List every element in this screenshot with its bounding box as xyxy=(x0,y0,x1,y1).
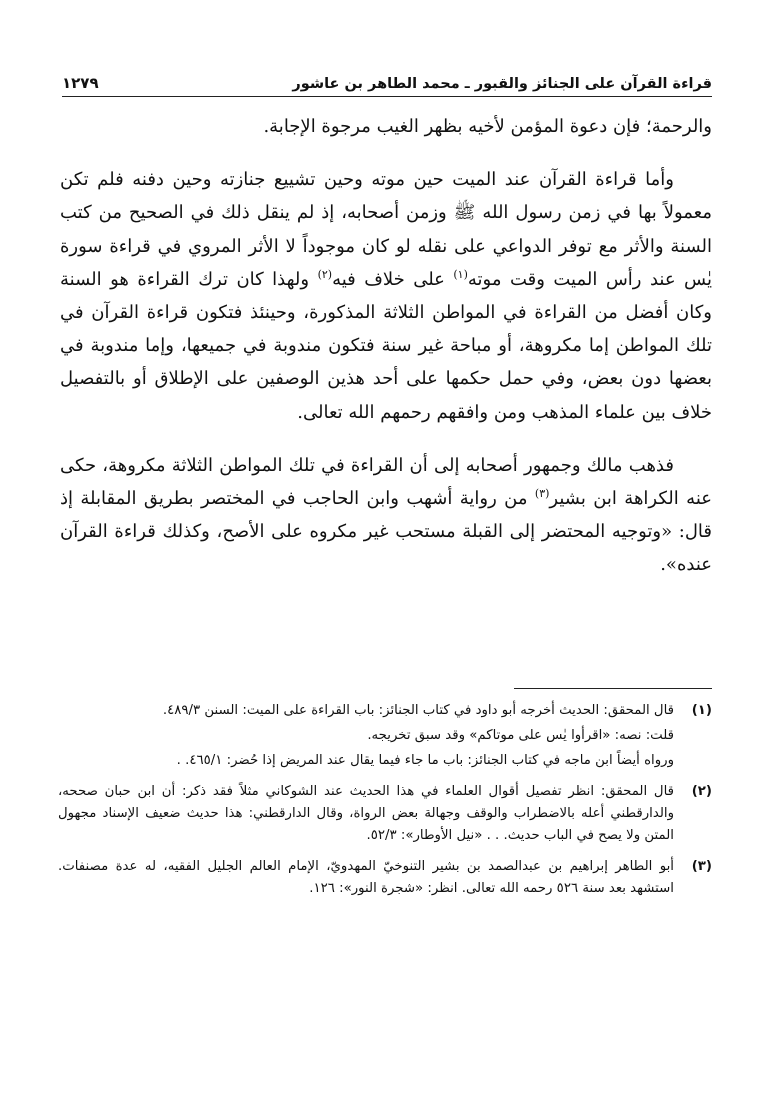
footnote-line: قلت: نصه: «اقرأوا يٰس على موتاكم» وقد سبق تخريجه. xyxy=(367,728,674,743)
paragraph-3-part-b: من رواية أشهب وابن الحاجب في المختصر بطريق المقابلة إذ قال: «وتوجيه المحتضر إلى القبلة مستحب غير مكروه على الأصح، وكذلك قراءة القرآن عنده». xyxy=(60,488,712,576)
footnote-body xyxy=(58,781,674,850)
paragraph-2 xyxy=(60,163,712,429)
footnote-line: قال المحقق: انظر تفصيل أقوال العلماء في هذا الحديث عند الشوكاني مثلاً فقد ذكر: أن ابن حبان صححه، والدارقطني أعله بالاضطراب والوقف وجهالة بعض الرواة، وقال الدارقطني: هذا حديث ضعيف الإسناد مجهول المتن ولا يصح في الباب حديث. . . «نيل الأوطار»: ٥٢/٣. xyxy=(58,784,674,843)
footnote-body xyxy=(58,856,674,903)
footnote-ref-3[interactable]: (٣) xyxy=(534,487,550,501)
paragraph-3-part-a: فذهب مالك وجمهور أصحابه إلى أن القراءة في تلك المواطن الثلاثة مكروهة، حكى عنه الكراهة ابن بشير xyxy=(60,454,712,510)
footnotes xyxy=(58,700,712,909)
footnote-line: ورواه أيضاً ابن ماجه في كتاب الجنائز: باب ما جاء فيما يقال عند المريض إذا حُضر: ٤٦٥/١. . xyxy=(176,753,674,768)
footnote-number: (٣) xyxy=(691,859,712,874)
footnote-ref-2[interactable]: (٢) xyxy=(317,267,333,281)
footnote-body xyxy=(58,700,674,775)
footnote-number: (٢) xyxy=(691,784,712,799)
footnote-3 xyxy=(58,856,712,903)
footnote-line: قال المحقق: الحديث أخرجه أبو داود في كتاب الجنائز: باب القراءة على الميت: السنن ٤٨٩/٣. xyxy=(162,703,674,718)
page-number: ١٢٧٩ xyxy=(62,74,99,92)
paragraph-2-part-a: وأما قراءة القرآن عند الميت حين موته وحين تشييع جنازته وحين دفنه فلم تكن معمولاً بها في زمن رسول الله ﷺ وزمن أصحابه، إذ لم ينقل ذلك في الصحيح من كتب السنة والأثر مع توفر الدواعي على نقله لو كان موجوداً لا الأثر المروي في قراءة سورة يٰس عند رأس الميت وقت موته xyxy=(60,169,712,290)
footnote-2 xyxy=(58,781,712,850)
running-header xyxy=(62,62,712,97)
running-title: قراءة القرآن على الجنائز والقبور ـ محمد الطاهر بن عاشور xyxy=(292,76,712,92)
footnote-1 xyxy=(58,700,712,775)
footnote-separator xyxy=(514,688,712,689)
footnote-ref-1[interactable]: (١) xyxy=(453,267,468,281)
paragraph-3 xyxy=(60,449,712,582)
paragraph-2-part-b: على خلاف فيه xyxy=(332,268,454,290)
main-text xyxy=(60,110,712,582)
paragraph-1: والرحمة؛ فإن دعوة المؤمن لأخيه بظهر الغيب مرجوة الإجابة. xyxy=(263,116,712,137)
footnote-number: (١) xyxy=(691,703,712,718)
paragraph-2-part-c: ولهذا كان ترك القراءة هو السنة وكان أفضل من القراءة في المواطن الثلاثة المذكورة، وحينئذ فتكون قراءة القرآن في تلك المواطن إما مكروهة، أو مباحة غير سنة فتكون مندوبة في جميعها، وإما مندوبة في بعضها دون بعض، وفي حمل حكمها على أحد هذين الوصفين على الإطلاق أو بالتفصيل خلاف بين علماء المذهب ومن وافقهم رحمهم الله تعالى. xyxy=(60,268,712,423)
footnote-line: أبو الطاهر إبراهيم بن عبدالصمد بن بشير التنوخيّ المهدويّ، الإمام العالم الجليل الفقيه، له عدة مصنفات. استشهد بعد سنة ٥٢٦ رحمه الله تعالى. انظر: «شجرة النور»: ١٢٦. xyxy=(58,859,674,896)
